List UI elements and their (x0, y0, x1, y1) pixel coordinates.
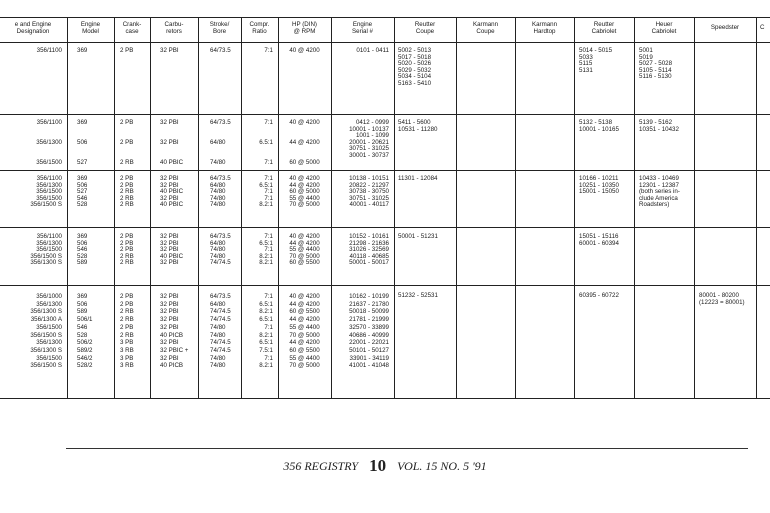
table-cell-designation: 356/1100 356/1300 356/1500 356/1500 356/1500 S (30, 175, 62, 209)
header-cut-off: C (760, 24, 765, 31)
table-cell-reutter-coupe: 50001 - 51231 (398, 233, 438, 240)
table-cell-reutter-cabriolet: 10166 - 10211 10251 - 10350 15001 - 15050 (579, 175, 619, 196)
table-cell-carburetors: 32 PBI (160, 47, 179, 54)
header-speedster: Speedster (710, 24, 740, 31)
footer-volume: VOL. 15 NO. 5 '91 (397, 459, 487, 473)
table-cell-designation: 356/1100 356/1300 356/1500 356/1500 S 356/1300 S (30, 233, 62, 267)
page-footer (0, 456, 770, 476)
column-divider (456, 17, 457, 398)
header-compression-ratio: Compr. Ratio (249, 21, 270, 35)
header-horsepower: HP (DIN) @ RPM (292, 21, 317, 35)
table-cell-heuer-cabriolet: 5139 - 5162 10351 - 10432 (639, 119, 679, 133)
table-cell-stroke: 64/73.5 64/80 74/80 (210, 119, 231, 166)
header-stroke-bore: Stroke/ Bore (209, 21, 230, 35)
header-carburetors: Carbu- retors (164, 21, 184, 35)
header-karmann-hardtop: Karmann Hardtop (531, 21, 558, 35)
header-bottom-border (0, 42, 770, 43)
table-cell-heuer-cabriolet: 10433 - 10469 12301 - 12387 (both series in- clude America Roadsters) (639, 175, 680, 209)
table-cell-serial: 0412 - 0999 10001 - 10137 1001 - 1099 20001 - 20621 30751 - 31025 30001 - 30737 (349, 119, 389, 159)
table-cell-carburetors: 32 PBI 32 PBI 40 PBIC 32 PBI 40 PBIC (160, 175, 184, 209)
table-cell-model: 369 506 589 506/1 546 528 506/2 589/2 546/2 528/2 (77, 293, 93, 370)
table-cell-stroke: 64/73.5 64/80 74/80 74/80 74/80 (210, 175, 231, 209)
column-divider (198, 17, 199, 398)
table-bottom-border (0, 398, 770, 399)
table-cell-model: 369 506 546 528 589 (77, 233, 88, 267)
table-cell-compression: 7:1 6.5:1 7:1 8.2:1 8.2:1 (259, 233, 273, 267)
column-divider (114, 17, 115, 398)
footer-publication: 356 REGISTRY (283, 459, 359, 473)
table-cell-reutter-coupe: 51232 - 52531 (398, 292, 438, 299)
header-designation: e and Engine Designation (14, 21, 52, 35)
column-divider (67, 17, 68, 398)
group-1-bottom-border (0, 114, 770, 115)
header-engine-serial: Engine Serial # (352, 21, 373, 35)
column-divider (394, 17, 395, 398)
table-cell-horsepower: 40 @ 4200 44 @ 4200 60 @ 5500 44 @ 4200 55 @ 4400 70 @ 5000 44 @ 4200 60 @ 5500 55 @ 4400 70 @ 5000 (289, 293, 320, 370)
table-top-border (0, 17, 770, 18)
table-cell-crankcase: 2 PB 2 PB 2 RB 2 RB 2 PB 2 RB 3 PB 3 RB 3 PB 3 RB (120, 293, 134, 370)
table-cell-stroke: 64/73.5 64/80 74/74.5 74/74.5 74/80 74/80 74/74.5 74/74.5 74/80 74/80 (210, 293, 231, 370)
column-divider (634, 17, 635, 398)
table-cell-compression: 7:1 (264, 47, 273, 54)
table-cell-horsepower: 40 @ 4200 44 @ 4200 60 @ 5000 (289, 119, 320, 166)
page-number: 10 (369, 456, 387, 475)
table-cell-crankcase: 2 PB 2 PB 2 PB 2 RB 2 RB (120, 233, 134, 267)
footer-rule (66, 448, 748, 449)
table-cell-reutter-cabriolet: 60395 - 60722 (579, 292, 619, 299)
table-cell-reutter-cabriolet: 5132 - 5138 10001 - 10165 (579, 119, 619, 133)
column-divider (756, 17, 757, 398)
table-cell-stroke: 64/73.5 64/80 74/80 74/80 74/74.5 (210, 233, 231, 267)
column-divider (694, 17, 695, 398)
column-divider (574, 17, 575, 398)
group-3-bottom-border (0, 227, 770, 228)
group-4-bottom-border (0, 285, 770, 286)
table-cell-serial: 0101 - 0411 (356, 47, 389, 54)
table-cell-reutter-coupe: 5411 - 5600 10531 - 11280 (398, 119, 438, 133)
header-reutter-coupe: Reutter Coupe (414, 21, 436, 35)
header-heuer-cabriolet: Heuer Cabriolet (651, 21, 677, 35)
table-cell-crankcase: 2 PB 2 PB 2 RB 2 RB 2 RB (120, 175, 134, 209)
table-cell-model: 369 506 527 (77, 119, 88, 166)
table-cell-heuer-cabriolet: 5001 5019 5027 - 5028 5105 - 5114 5116 - 5130 (639, 47, 673, 81)
table-cell-reutter-cabriolet: 15051 - 15116 60001 - 60394 (579, 233, 619, 247)
table-cell-designation: 356/1000 356/1300 356/1300 S 356/1300 A 356/1500 356/1500 S 356/1300 356/1300 S 356/1500 356/1500 S (30, 293, 62, 370)
table-cell-designation: 356/1100 356/1300 356/1500 (36, 119, 62, 166)
table-cell-crankcase: 2 PB 2 PB 2 RB (120, 119, 134, 166)
table-cell-carburetors: 32 PBI 32 PBI 32 PBI 32 PBI 32 PBI 40 PICB 32 PBI 32 PBIC + 32 PBI 40 PICB (160, 293, 189, 370)
table-cell-serial: 10152 - 10161 21298 - 21636 31026 - 32569 40118 - 40685 50001 - 50017 (349, 233, 389, 267)
header-reutter-cabriolet: Reutter Cabriolet (591, 21, 617, 35)
table-cell-compression: 7:1 6.5:1 7:1 7:1 8.2:1 (259, 175, 273, 209)
table-cell-horsepower: 40 @ 4200 44 @ 4200 55 @ 4400 70 @ 5000 60 @ 5500 (289, 233, 320, 267)
table-cell-compression: 7:1 6.5:1 8.2:1 6.5:1 7:1 8.2:1 6.5:1 7.5:1 7:1 8.2:1 (259, 293, 273, 370)
header-karmann-coupe: Karmann Coupe (472, 21, 499, 35)
table-cell-compression: 7:1 6.5:1 7:1 (259, 119, 273, 166)
header-engine-model: Engine Model (80, 21, 101, 35)
table-cell-reutter-cabriolet: 5014 - 5015 5033 5115 5131 (579, 47, 613, 74)
table-cell-carburetors: 32 PBI 32 PBI 32 PBI 40 PBIC 32 PBI (160, 233, 184, 267)
table-cell-designation: 356/1100 (36, 47, 62, 54)
table-cell-carburetors: 32 PBI 32 PBI 40 PBIC (160, 119, 184, 166)
table-cell-model: 369 506 527 546 528 (77, 175, 88, 209)
table-cell-speedster: 80001 - 80200 (12223 = 80001) (699, 292, 745, 306)
table-cell-horsepower: 40 @ 4200 44 @ 4200 60 @ 5000 55 @ 4400 70 @ 5000 (289, 175, 320, 209)
table-cell-crankcase: 2 PB (120, 47, 134, 54)
column-divider (515, 17, 516, 398)
table-cell-horsepower: 40 @ 4200 (289, 47, 320, 54)
column-divider (150, 17, 151, 398)
header-crankcase: Crank- case (122, 21, 142, 35)
table-cell-stroke: 64/73.5 (210, 47, 231, 54)
table-cell-serial: 10162 - 10199 21637 - 21780 50018 - 50099 21781 - 21999 32570 - 33899 40686 - 40999 22001 - 22021 50101 - 50127 33901 - 34119 41001 - 41048 (349, 293, 389, 370)
table-cell-reutter-coupe: 5002 - 5013 5017 - 5018 5020 - 5026 5029 - 5032 5034 - 5104 5163 - 5410 (398, 47, 432, 87)
table-cell-serial: 10138 - 10151 20822 - 21297 30738 - 30750 30751 - 31025 40001 - 40117 (349, 175, 389, 209)
table-cell-reutter-coupe: 11301 - 12084 (398, 175, 438, 182)
table-cell-model: 369 (77, 47, 88, 54)
group-2-bottom-border (0, 170, 770, 171)
